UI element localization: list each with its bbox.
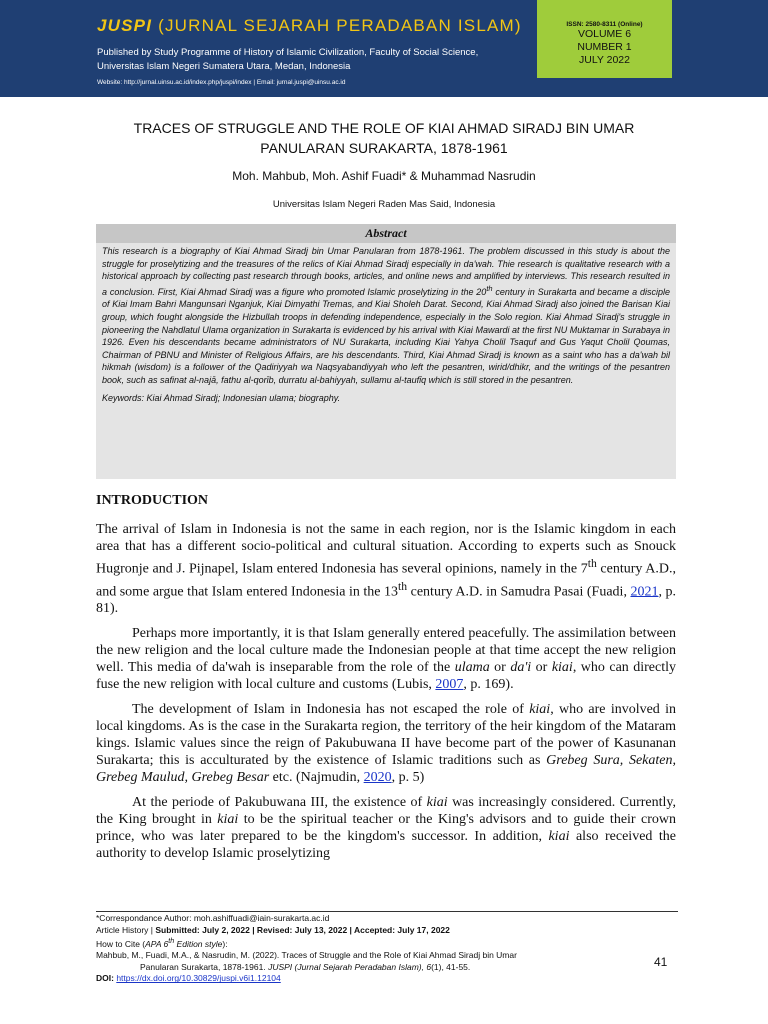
correspondence-email: moh.ashiffuadi@iain-surakarta.ac.id [193, 913, 330, 923]
article-history: Article History | Submitted: July 2, 2022 | Revised: July 13, 2022 | Accepted: July 17, 2022 [96, 924, 450, 935]
article-title [60, 118, 708, 158]
doi-link[interactable]: https://dx.doi.org/10.30829/juspi.v6i1.12104 [116, 973, 281, 984]
volume: VOLUME 6 [577, 28, 632, 40]
paragraph: Perhaps more importantly, it is that Islam generally entered peacefully. The assimilation between the new religion and the local culture made the Indonesian people at that time accept the new religion well. This media of da'wah is inseparable from the role of the ulama or da'i or kiai, who can directly fuse the new religion with local culture and customs (Lubis, 2007, p. 169). [96, 626, 677, 693]
journal-short-name: JUSPI [97, 16, 153, 35]
citation-line-2: Panularan Surakarta, 1878-1961. JUSPI (Jurnal Sejarah Peradaban Islam), 6(1), 41-55. [140, 961, 471, 972]
body-text [96, 521, 676, 870]
issue-info-box [537, 0, 672, 78]
abstract-heading: Abstract [96, 224, 676, 243]
correspondence: *Correspondance Author: moh.ashiffuadi@iain-surakarta.ac.id [96, 913, 330, 923]
paragraph: At the periode of Pakubuwana III, the existence of kiai was increasingly considered. Currently, the King brought in kiai to be the spiritual teacher or the King's advisors and to guide their crown prince, who was later prepared to be the kingdom's successor. In addition, kiai also received the authority to develop Islamic proselytizing [96, 795, 677, 862]
citation-link[interactable]: 2021 [630, 584, 659, 600]
issue-date: JULY 2022 [579, 54, 630, 66]
footnote [96, 913, 656, 985]
paragraph: The development of Islam in Indonesia has not escaped the role of kiai, who are involved in local kingdoms. As is the case in the Surakarta region, the territory of the heir kingdom of the Mataram kings. Islamic values since the reign of Pakubuwana II have become part of the power of Kasunanan Surakarta; this is acculturated by the existence of Islamic traditions such as Grebeg Sura, Sekaten, Grebeg Maulud, Grebeg Besar etc. (Najmudin, 2020, p. 5) [96, 702, 677, 786]
article-title-line-1: TRACES OF STRUGGLE AND THE ROLE OF KIAI AHMAD SIRADJ BIN UMAR [133, 120, 635, 136]
website-line: Website: http://jurnal.uinsu.ac.id/index.php/juspi/index | Email: jurnal.juspi@uinsu.ac.id [97, 79, 346, 86]
journal-title [97, 16, 522, 36]
affiliation: Universitas Islam Negeri Raden Mas Said, Indonesia [272, 199, 496, 210]
how-to-cite-label: How to Cite (APA 6th Edition style): [96, 937, 228, 949]
citation-line-1: Mahbub, M., Fuadi, M.A., & Nasrudin, M. (2022). Traces of Struggle and the Role of Kiai Ahmad Siradj bin Umar [96, 950, 517, 961]
issue-number: NUMBER 1 [577, 41, 632, 53]
authors: Moh. Mahbub, Moh. Ashif Fuadi* & Muhammad Nasrudin [232, 169, 536, 183]
citation-link[interactable]: 2007 [435, 677, 464, 693]
citation-link[interactable]: 2020 [363, 770, 392, 786]
issn: ISSN: 2580-8311 (Online) [566, 21, 643, 28]
journal-header [0, 0, 768, 97]
journal-full-name: (JURNAL SEJARAH PERADABAN ISLAM) [158, 16, 522, 35]
publisher-info [97, 46, 478, 74]
publisher-line-1: Published by Study Programme of History of Islamic Civilization, Faculty of Social Science, [97, 47, 479, 58]
doi-line: DOI: https://dx.doi.org/10.30829/juspi.v6i1.12104 [96, 973, 281, 984]
section-heading-introduction: INTRODUCTION [96, 493, 209, 508]
abstract-box [96, 224, 676, 479]
paragraph: The arrival of Islam in Indonesia is not the same in each region, nor is the Islamic kingdom in each area that has a different socio-political and cultural situation. According to experts such as Snouck Hugronje and J. Pijnapel, Islam entered Indonesia has several opinions, namely in the 7th century A.D., and some argue that Islam entered Indonesia in the 13th century A.D. in Samudra Pasai (Fuadi, 2021, p. 81). [96, 522, 676, 617]
article-title-line-2: PANULARAN SURAKARTA, 1878-1961 [260, 140, 508, 156]
page-number: 41 [654, 955, 668, 969]
footnote-divider [96, 911, 678, 912]
publisher-line-2: Universitas Islam Negeri Sumatera Utara, Medan, Indonesia [97, 61, 351, 72]
abstract-keywords: Keywords: Kiai Ahmad Siradj; Indonesian ulama; biography. [102, 392, 341, 403]
abstract-text: This research is a biography of Kiai Ahmad Siradj bin Umar Panularan from 1878-1961. The problem discussed in this study is about the struggle for proselytizing and the treasures of the relics of Kiai Ahmad Siradj especially in da'wah. Thie research is qualitative research with a historical approach by collecting past research through books, articles, and online news and amplified by interviews. This research resulted in a conclusion. First, Kiai Ahmad Siradj was a figure who promoted Islamic proselytizing in the 20th century in Surakarta and became a disciple of Kiai Imam Bahri Mangunsari Nganjuk, Kiai Dimyathi Tremas, and Kiai Sholeh Darat. Second, Kiai Ahmad Siradj also joined the Barisan Kiai group, which fought alongside the Hizbullah troops in defending independence, especially in the Solo region. Kiai Ahmad Siradj's struggle in pioneering the Nahdlatul Ulama organization in Surakarta is evidenced by his arrival with Kiai Mawardi at the first NU Muktamar in Surabaya in 1926. Even his descendants became administrators of NU Surakarta, including Kiai Yahya Cholil Tsaquf and Gus Yaqut Cholil Qoumas, Chairman of PBNU and Minister of Religious Affairs, are his descendants. Third, Kiai Ahmad Siradj is known as a saint who has a da'wah bil hikmah (wisdom) is a follower of the Qadiriyyah wa Naqsyabandiyyah who left the pesantren, wirid/dhikr, and the writings of the pesantren book, such as safinat al-najā, fathu al-qorīb, durratu al-bahiyyah, sullamu al-taufīq which is still stored in the pesantren. [102, 246, 670, 385]
